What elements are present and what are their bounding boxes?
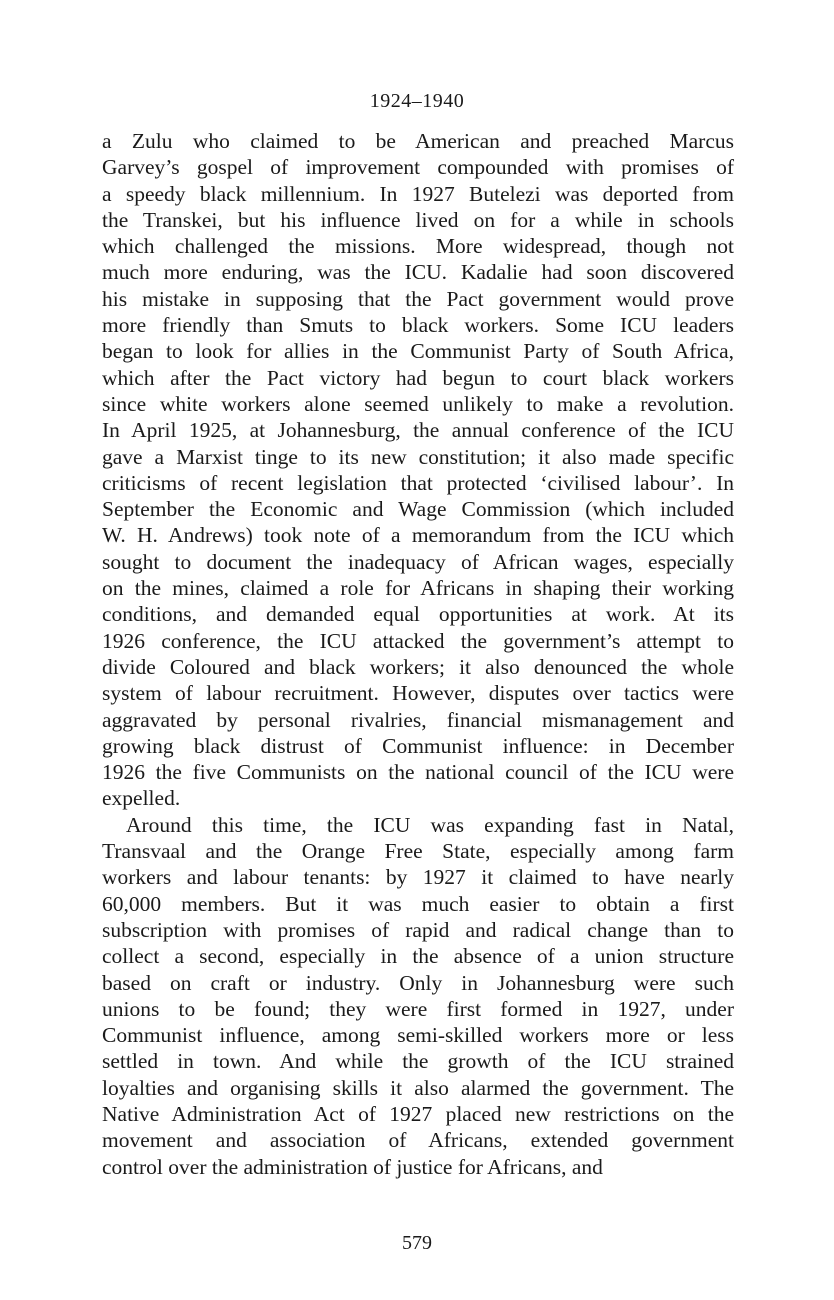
text-line: system of labour recruitment. However, disputes over tactics were (102, 681, 734, 706)
text-line: 1926 conference, the ICU attacked the government’s attempt to (102, 628, 734, 653)
text-line: which after the Pact victory had begun to court black workers (102, 365, 734, 390)
text-line: his mistake in supposing that the Pact government would prove (102, 286, 734, 311)
text-line: Native Administration Act of 1927 placed new restrictions on the (102, 1101, 734, 1126)
text-line: workers and labour tenants: by 1927 it claimed to have nearly (102, 865, 734, 890)
text-line: 60,000 members. But it was much easier to obtain a first (102, 891, 734, 916)
text-line: Transvaal and the Orange Free State, especially among farm (102, 839, 734, 864)
text-line: loyalties and organising skills it also alarmed the government. The (102, 1075, 734, 1100)
text-line: conditions, and demanded equal opportunities at work. At its (102, 602, 734, 627)
text-line: much more enduring, was the ICU. Kadalie had soon discovered (102, 260, 734, 285)
text-line: since white workers alone seemed unlikely to make a revolution. (102, 391, 734, 416)
text-line: settled in town. And while the growth of the ICU strained (102, 1049, 734, 1074)
text-line: movement and association of Africans, extended government (102, 1128, 734, 1153)
text-line: 1926 the five Communists on the national council of the ICU were (102, 760, 734, 785)
text-line: began to look for allies in the Communist Party of South Africa, (102, 339, 734, 364)
text-line: more friendly than Smuts to black workers. Some ICU leaders (102, 313, 734, 338)
text-line: September the Economic and Wage Commission (which included (102, 497, 734, 522)
text-line: Garvey’s gospel of improvement compounded with promises of (102, 155, 734, 180)
text-line: aggravated by personal rivalries, financial mismanagement and (102, 707, 734, 732)
text-line: W. H. Andrews) took note of a memorandum from the ICU which (102, 523, 734, 548)
text-line: In April 1925, at Johannesburg, the annual conference of the ICU (102, 418, 734, 443)
text-line: based on craft or industry. Only in Johannesburg were such (102, 970, 734, 995)
text-line: growing black distrust of Communist influence: in December (102, 733, 734, 758)
text-line: expelled. (102, 786, 181, 811)
text-line: divide Coloured and black workers; it also denounced the whole (102, 654, 734, 679)
text-line: unions to be found; they were first formed in 1927, under (102, 996, 734, 1021)
page-number: 579 (402, 1232, 432, 1254)
text-line: which challenged the missions. More widespread, though not (102, 234, 734, 259)
text-line: Around this time, the ICU was expanding fast in Natal, (126, 812, 734, 837)
body-text (102, 128, 734, 1180)
running-head: 1924–1940 (369, 90, 465, 112)
text-line: Communist influence, among semi-skilled workers more or less (102, 1023, 734, 1048)
text-line: the Transkei, but his influence lived on for a while in schools (102, 207, 734, 232)
text-line: on the mines, claimed a role for Africans in shaping their working (102, 576, 734, 601)
text-line: control over the administration of justice for Africans, and (102, 1154, 603, 1179)
text-line: a Zulu who claimed to be American and preached Marcus (102, 129, 734, 153)
text-line: subscription with promises of rapid and radical change than to (102, 917, 734, 942)
text-line: a speedy black millennium. In 1927 Butelezi was deported from (102, 181, 734, 206)
text-line: gave a Marxist tinge to its new constitution; it also made specific (102, 444, 734, 469)
text-line: criticisms of recent legislation that protected ‘civilised labour’. In (102, 470, 734, 495)
text-line: collect a second, especially in the absence of a union structure (102, 944, 734, 969)
text-line: sought to document the inadequacy of African wages, especially (102, 549, 734, 574)
